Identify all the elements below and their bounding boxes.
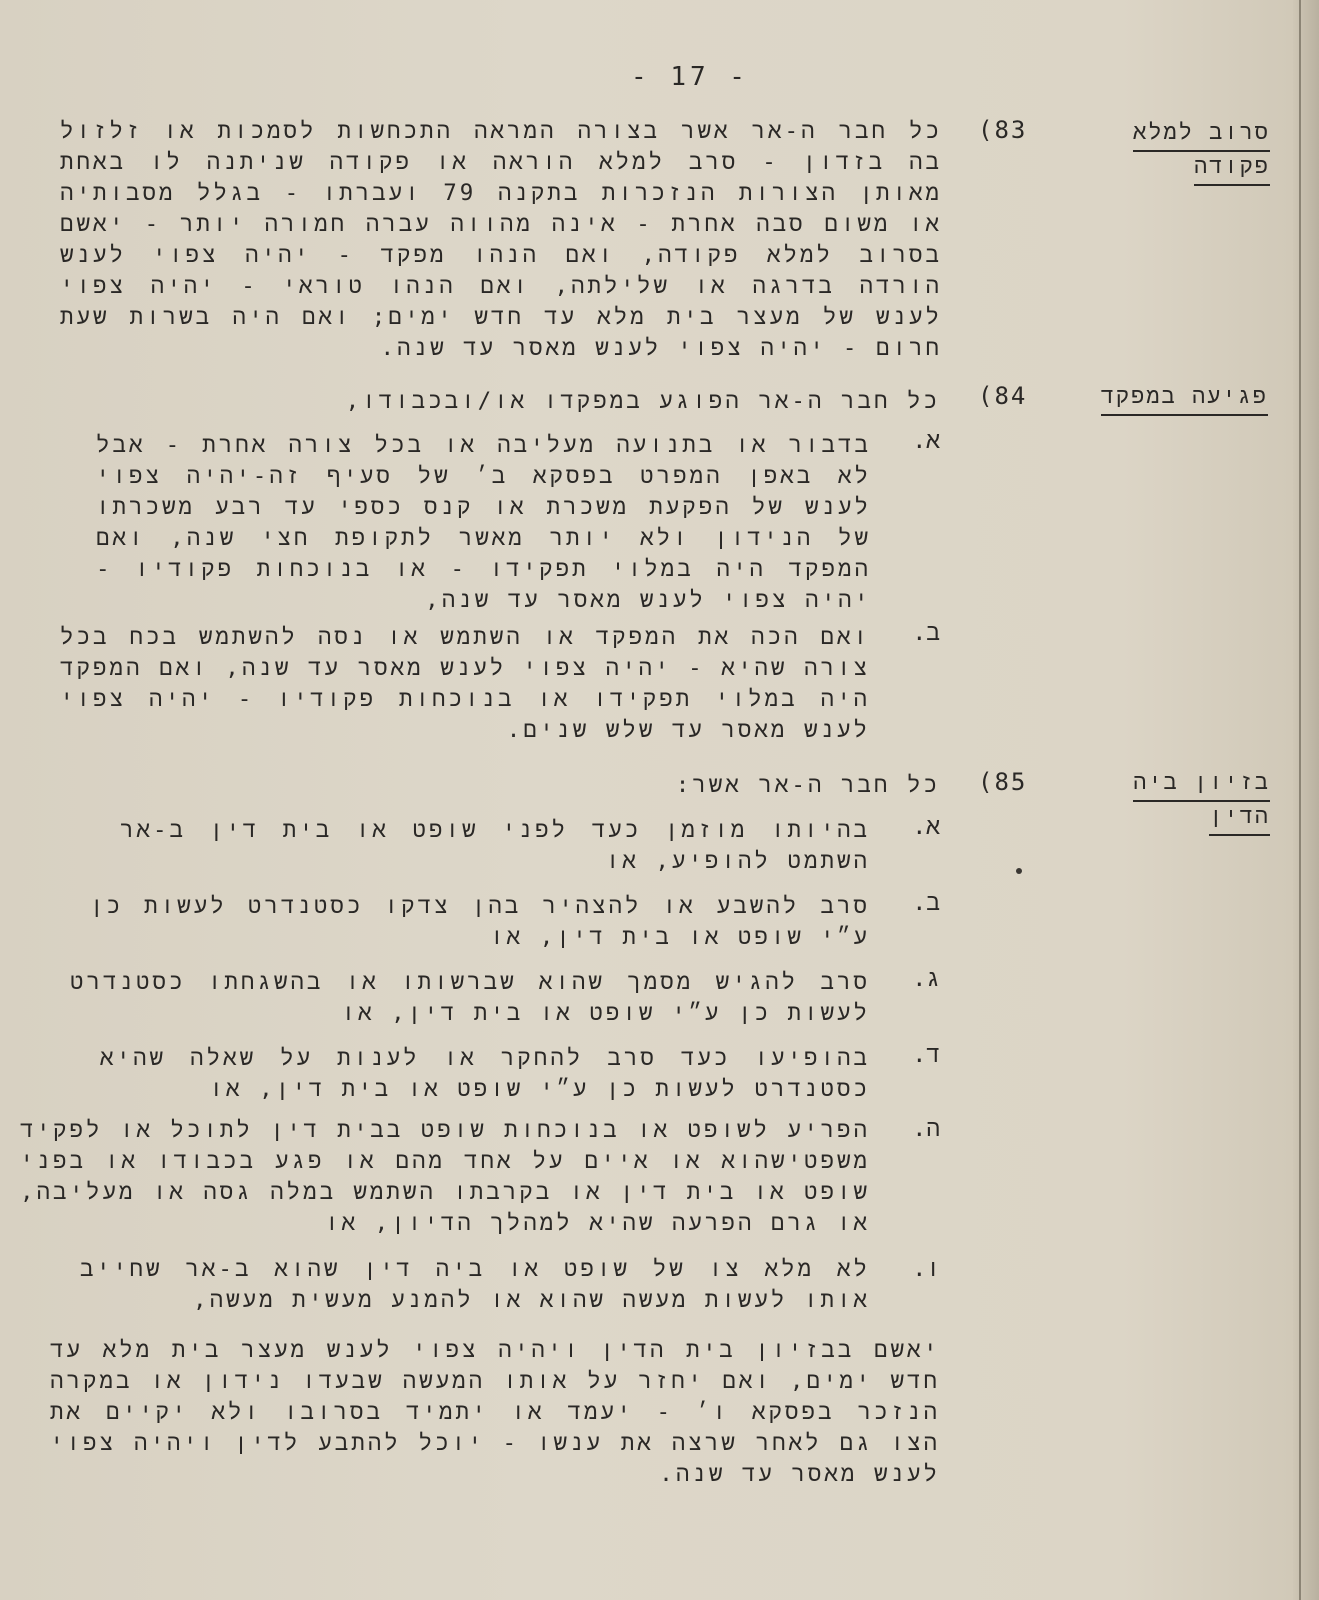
ink-speck: [1016, 868, 1022, 874]
sec85-item-d-text: בהופיעו כעד סרב להחקר או לענות על שאלה שהיא כסטנדרט לעשות כן ע״י שופט או בית דין, או: [100, 1045, 870, 1102]
sec85-item-a-letter: א.: [912, 814, 940, 840]
sec84-number: (84: [978, 382, 1028, 410]
sec83-side-heading: [1110, 118, 1270, 186]
sec85-item-e-text: הפריע לשופט או בנוכחות שופט בבית דין לתוכל או לפקיד משפטישהוא או איים על אחד מהם או פגע בכבודו או בפני שופט או בית דין או בקרבתו השתמש במלה גסה או מעליבה, או גרם הפרעה שהיא למהלך הדיון, או: [20, 1117, 870, 1236]
sec85-item-a-text: בהיותו מוזמן כעד לפני שופט או בית דין ב-אר השתמט להופיע, או: [120, 817, 870, 874]
sec85-number: (85: [978, 768, 1028, 796]
sec85-item-f-letter: ו.: [912, 1256, 940, 1282]
sec85-side-line2: הדין: [1209, 802, 1270, 836]
sec83-side-line1: סרוב למלא: [1133, 118, 1270, 152]
page-edge: [1293, 0, 1319, 1600]
sec85-item-f-text: לא מלא צו של שופט או ביה דין שהוא ב-אר שחייב אותו לעשות מעשה שהוא או להמנע מעשית מעשה,: [80, 1256, 870, 1313]
sec84-item-b-letter: ב.: [912, 620, 940, 646]
page-number: - 17 -: [631, 62, 749, 92]
sec83-side-line2: פקודה: [1194, 152, 1270, 186]
sec85-intro: כל חבר ה-אר אשר:: [675, 772, 940, 798]
sec85-item-c-letter: ג.: [912, 966, 940, 992]
binding-line: [1299, 0, 1301, 1600]
sec85-item-e-letter: ה.: [912, 1116, 940, 1142]
sec83-text: כל חבר ה-אר אשר בצורה המראה התכחשות לסמכות או זלזול בה בזדון - סרב למלא הוראה או פקודה שניתנה לו באחת מאותן הצורות הנזכרות בתקנה 79 ועברתו - בגלל מסבותיה או משום סבה אחרת - אינה מהווה עברה חמורה יותר - יאשם בסרוב למלא פקודה, ואם הנהו מפקד - יהיה צפוי לענש הורדה בדרגה או שלילתה, ואם הנהו טוראי - יהיה צפוי לענש של מעצר בית מלא עד חדש ימים; ואם היה בשרות שעת חרום - יהיה צפוי לענש מאסר עד שנה.: [60, 118, 942, 361]
sec85-item-c-text: סרב להגיש מסמך שהוא שברשותו או בהשגחתו כסטנדרט לעשות כן ע״י שופט או בית דין, או: [70, 969, 870, 1026]
sec84-item-a-letter: א.: [912, 428, 940, 454]
sec85-side-heading: [1110, 768, 1270, 836]
sec85-item-d-letter: ד.: [912, 1042, 940, 1068]
sec84-side-text: פגיעה במפקד: [1101, 382, 1268, 416]
sec84-side-heading: [1070, 382, 1268, 416]
sec83-number: (83: [978, 116, 1028, 144]
sec84-item-b-text: ואם הכה את המפקד או השתמש או נסה להשתמש בכח בכל צורה שהיא - יהיה צפוי לענש מאסר עד שנה, ואם המפקד היה במלוי תפקידו או בנוכחות פקודיו - יהיה צפוי לענש מאסר עד שלש שנים.: [60, 624, 870, 743]
sec85-closing: יאשם בבזיון בית הדין ויהיה צפוי לענש מעצר בית מלא עד חדש ימים, ואם יחזר על אותו המעשה שבעדו נידון או במקרה הנזכר בפסקא ו׳ - יעמד או יתמיד בסרובו ולא יקיים את הצו גם לאחר שרצה את ענשו - יוכל להתבע לדין ויהיה צפוי לענש מאסר עד שנה.: [50, 1337, 940, 1487]
sec84-item-a-text: בדבור או בתנועה מעליבה או בכל צורה אחרת - אבל לא באפן המפרט בפסקא ב׳ של סעיף זה-יהיה צפוי לענש של הפקעת משכרת או קנס כספי עד רבע משכרתו של הנידון ולא יותר מאשר לתקופת חצי שנה, ואם המפקד היה במלוי תפקידו - או בנוכחות פקודיו - יהיה צפוי לענש מאסר עד שנה,: [96, 432, 871, 613]
sec85-side-line1: בזיון ביה: [1133, 768, 1270, 802]
sec85-item-b-text: סרב להשבע או להצהיר בהן צדקו כסטנדרט לעשות כן ע״י שופט או בית דין, או: [90, 893, 870, 950]
sec85-item-b-letter: ב.: [912, 890, 940, 916]
sec84-intro: כל חבר ה-אר הפוגע במפקדו או/ובכבודו,: [345, 388, 940, 414]
